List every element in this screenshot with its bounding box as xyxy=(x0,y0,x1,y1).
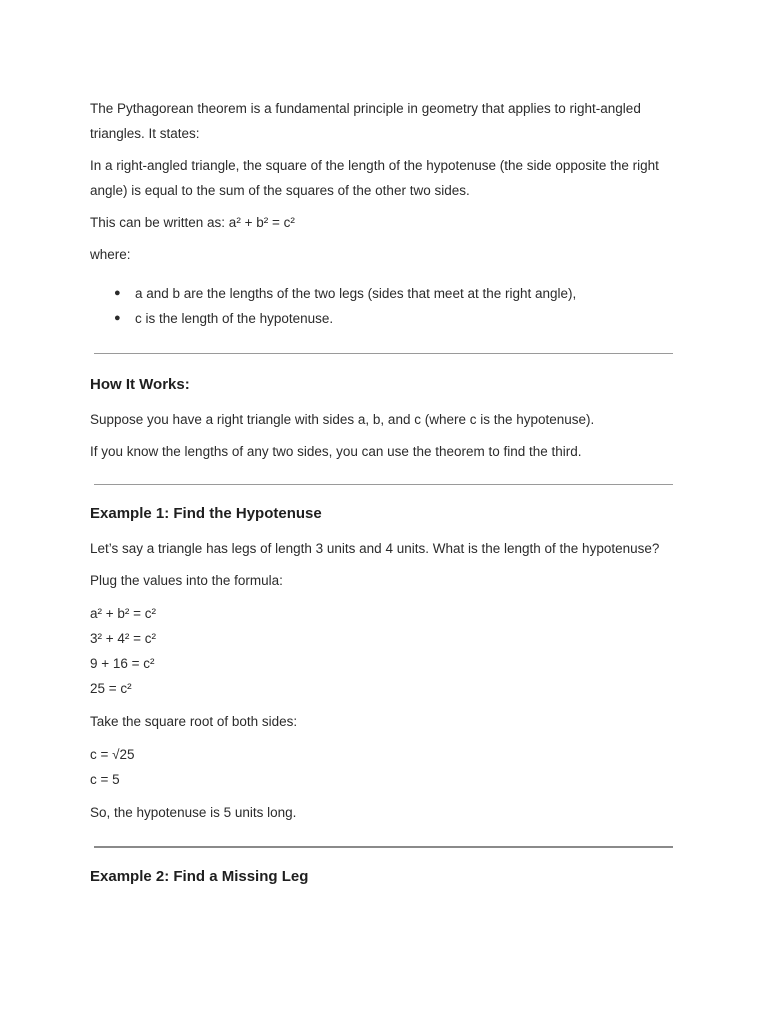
section-divider xyxy=(94,484,673,485)
how-it-works-paragraph: Suppose you have a right triangle with sides a, b, and c (where c is the hypotenuse). xyxy=(90,412,595,427)
example-1-conclusion: So, the hypotenuse is 5 units long. xyxy=(90,805,297,820)
square-root-instruction: Take the square root of both sides: xyxy=(90,714,298,729)
equation-line: c = 5 xyxy=(90,772,120,787)
list-item xyxy=(90,281,680,306)
example-1-results xyxy=(90,742,680,792)
list-item-text: c is the length of the hypotenuse. xyxy=(135,311,334,326)
section-divider xyxy=(94,846,673,848)
where-label: where: xyxy=(90,247,131,262)
equation-line: a² + b² = c² xyxy=(90,606,157,621)
equation-line: 25 = c² xyxy=(90,681,132,696)
theorem-statement: In a right-angled triangle, the square of the length of the hypotenuse (the side opposite the right angle) is equal to the sum of the squares of the other two sides. xyxy=(90,158,659,198)
document-body xyxy=(90,96,680,887)
bullet-icon: ● xyxy=(114,312,121,324)
how-it-works-heading: How It Works: xyxy=(90,376,190,393)
bullet-icon: ● xyxy=(114,287,121,299)
example-1-steps xyxy=(90,601,680,701)
equation-line: c = √25 xyxy=(90,747,135,762)
how-it-works-paragraph: If you know the lengths of any two sides, you can use the theorem to find the third. xyxy=(90,444,582,459)
section-divider xyxy=(94,353,673,354)
list-item-text: a and b are the lengths of the two legs (sides that meet at the right angle), xyxy=(135,286,577,301)
example-1-heading: Example 1: Find the Hypotenuse xyxy=(90,505,322,522)
equation-line: 3² + 4² = c² xyxy=(90,631,157,646)
example-1-plug-text: Plug the values into the formula: xyxy=(90,573,283,588)
intro-paragraph: The Pythagorean theorem is a fundamental principle in geometry that applies to right-angled triangles. It states: xyxy=(90,101,641,141)
equation-line: 9 + 16 = c² xyxy=(90,656,155,671)
example-2-heading: Example 2: Find a Missing Leg xyxy=(90,868,309,885)
example-1-question: Let’s say a triangle has legs of length 3 units and 4 units. What is the length of the hypotenuse? xyxy=(90,541,660,556)
variable-definitions-list xyxy=(90,281,680,331)
list-item xyxy=(90,306,680,331)
formula-line: This can be written as: a² + b² = c² xyxy=(90,215,295,230)
